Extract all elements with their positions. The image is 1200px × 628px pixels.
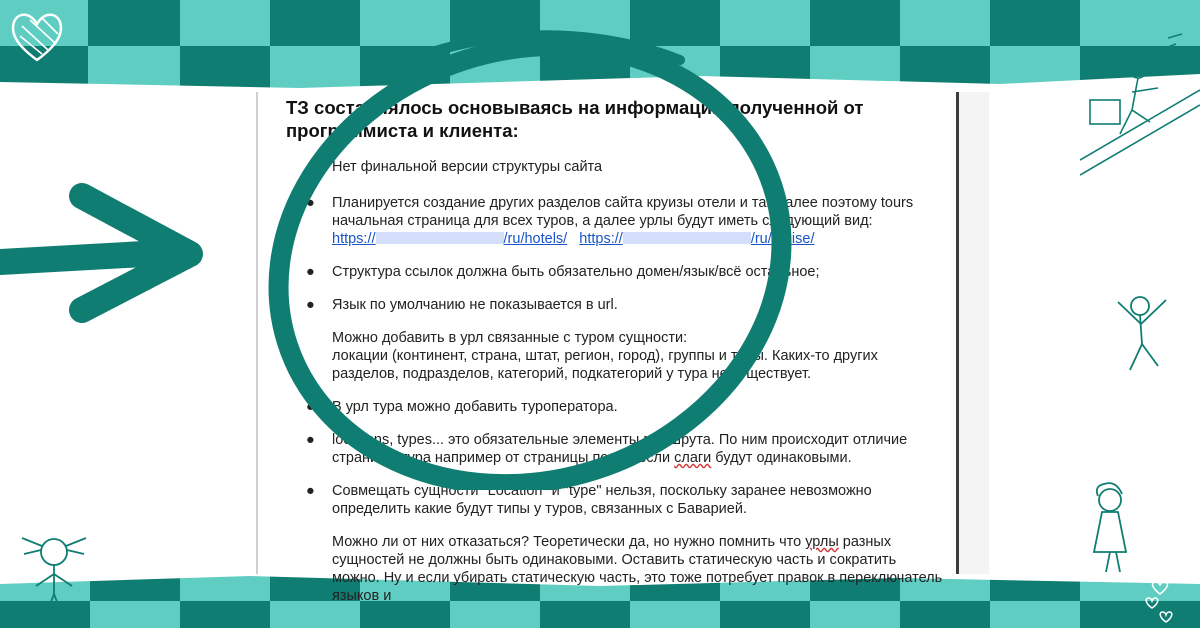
page-margin-strip xyxy=(959,84,989,574)
bullet-item: ● Планируется создание других разделов сайта круизы отели и так далее поэтому tours начальная страница для всех туров, а далее урлы будут иметь следующий вид: https:// /ru/hotels/ https:// /ru/cruise/ xyxy=(306,195,914,247)
heart-doodle-icon xyxy=(8,6,66,66)
bullet-item: ● В урл тура можно добавить туроператора. xyxy=(306,399,618,415)
spellcheck-word: урлы xyxy=(805,534,839,550)
bullet-item: ● Структура ссылок должна быть обязательно домен/язык/всё остальное; xyxy=(306,264,820,280)
redacted-domain xyxy=(623,232,751,244)
cruise-link[interactable]: https:// /ru/cruise/ xyxy=(579,231,815,247)
spellcheck-word: слаги xyxy=(674,450,712,466)
bullet-dot: ● xyxy=(306,264,315,280)
bullet-item: ● Нет финальной версии структуры сайта xyxy=(306,159,603,175)
arrow-right-icon xyxy=(0,180,215,330)
person-at-desk-doodle-icon xyxy=(1080,30,1200,180)
paragraph: Можно ли от них отказаться? Теоретически да, но нужно помнить что урлы разных сущностей не должны быть одинаковыми. Оставить статическую часть и сократить можно. Ну и если убирать статическую часть, это тоже потребует правок в переключатель языков и xyxy=(332,534,943,604)
redacted-domain xyxy=(376,232,504,244)
page-left-edge xyxy=(256,84,258,574)
document-heading: ТЗ составлялось основываясь на информации полученной от программиста и клиента: xyxy=(286,97,864,141)
bullet-dot: ● xyxy=(306,399,315,415)
document-content xyxy=(286,96,946,620)
bullet-dot: ● xyxy=(306,297,315,313)
bullet-item: ● locations, types... это обязательные элементы маршрута. По ним происходит отличие страницы тура например от страницы поста, если слаги будут одинаковыми. xyxy=(306,432,908,466)
bullet-dot: ● xyxy=(306,432,315,448)
top-checker-band xyxy=(0,0,1200,92)
bullet-item: ● Язык по умолчанию не показывается в url. xyxy=(306,297,618,313)
bullet-dot: ● xyxy=(306,195,315,211)
girl-with-pigtails-doodle-icon xyxy=(14,524,94,624)
girl-doodle-icon xyxy=(1076,478,1146,574)
bullet-dot: ● xyxy=(306,159,315,175)
bullet-item: ● Совмещать сущности "Location" и "type" нельзя, поскольку заранее невозможно определить какие будут типы у туров, связанных с Баварией. xyxy=(306,483,872,517)
bullet-dot: ● xyxy=(306,483,315,499)
hearts-doodle-icon xyxy=(1140,580,1180,626)
paragraph: Можно добавить в урл связанные с туром сущности: локации (континент, страна, штат, регион, город), группы и типы. Каких-то других разделов, подразделов, категорий, подкатегорий у тура не существует. xyxy=(332,330,878,382)
hotels-link[interactable]: https:// /ru/hotels/ xyxy=(332,231,568,247)
jumping-person-doodle-icon xyxy=(1108,290,1178,380)
